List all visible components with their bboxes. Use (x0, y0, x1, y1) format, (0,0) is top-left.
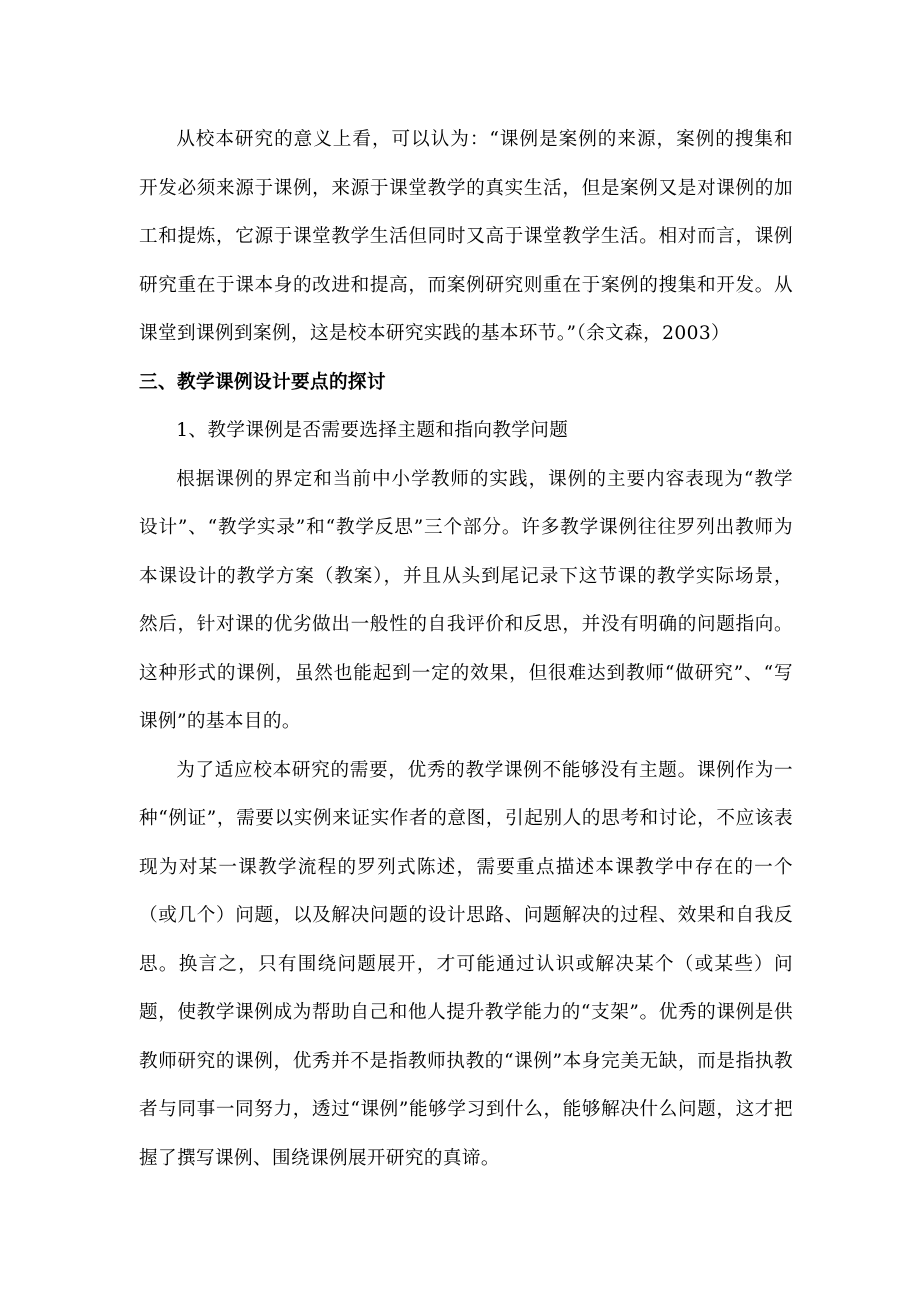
subsection-heading: 1、教学课例是否需要选择主题和指向教学问题 (176, 420, 569, 441)
paragraph-lesson-content: 根据课例的界定和当前中小学教师的实践，课例的主要内容表现为“教学设计”、“教学实录”和“教学反思”三个部分。许多教学课例往往罗列出教师为本课设计的教学方案（教案），并且从头到尾记录下这节课的教学实际场景，然后，针对课的优劣做出一般性的自我评价和反思，并没有明确的问题指向。这种形式的课例，虽然也能起到一定的效果，但很难达到教师“做研究”、“写课例”的基本目的。 (139, 468, 793, 732)
paragraph-lesson-theme: 为了适应校本研究的需要，优秀的教学课例不能够没有主题。课例作为一种“例证”，需要以实例来证实作者的意图，引起别人的思考和讨论，不应该表现为对某一课教学流程的罗列式陈述，需要重点描述本课教学中存在的一个（或几个）问题，以及解决问题的设计思路、问题解决的过程、效果和自我反思。换言之，只有围绕问题展开，才可能通过认识或解决某个（或某些）问题，使教学课例成为帮助自己和他人提升教学能力的“支架”。优秀的课例是供教师研究的课例，优秀并不是指教师执教的“课例”本身完美无缺，而是指执教者与同事一同努力，透过“课例”能够学习到什么，能够解决什么问题，这才把握了撰写课例、围绕课例展开研究的真谛。 (139, 759, 793, 1169)
paragraph-case-source: 从校本研究的意义上看，可以认为：“课例是案例的来源，案例的搜集和开发必须来源于课例，来源于课堂教学的真实生活，但是案例又是对课例的加工和提炼，它源于课堂教学生活但同时又高于课堂教学生活。相对而言，课例研究重在于课本身的改进和提高，而案例研究则重在于案例的搜集和开发。从课堂到课例到案例，这是校本研究实践的基本环节。”（余文森，2003） (139, 129, 793, 344)
document-body (139, 116, 793, 1183)
section-heading: 三、教学课例设计要点的探讨 (139, 371, 386, 393)
